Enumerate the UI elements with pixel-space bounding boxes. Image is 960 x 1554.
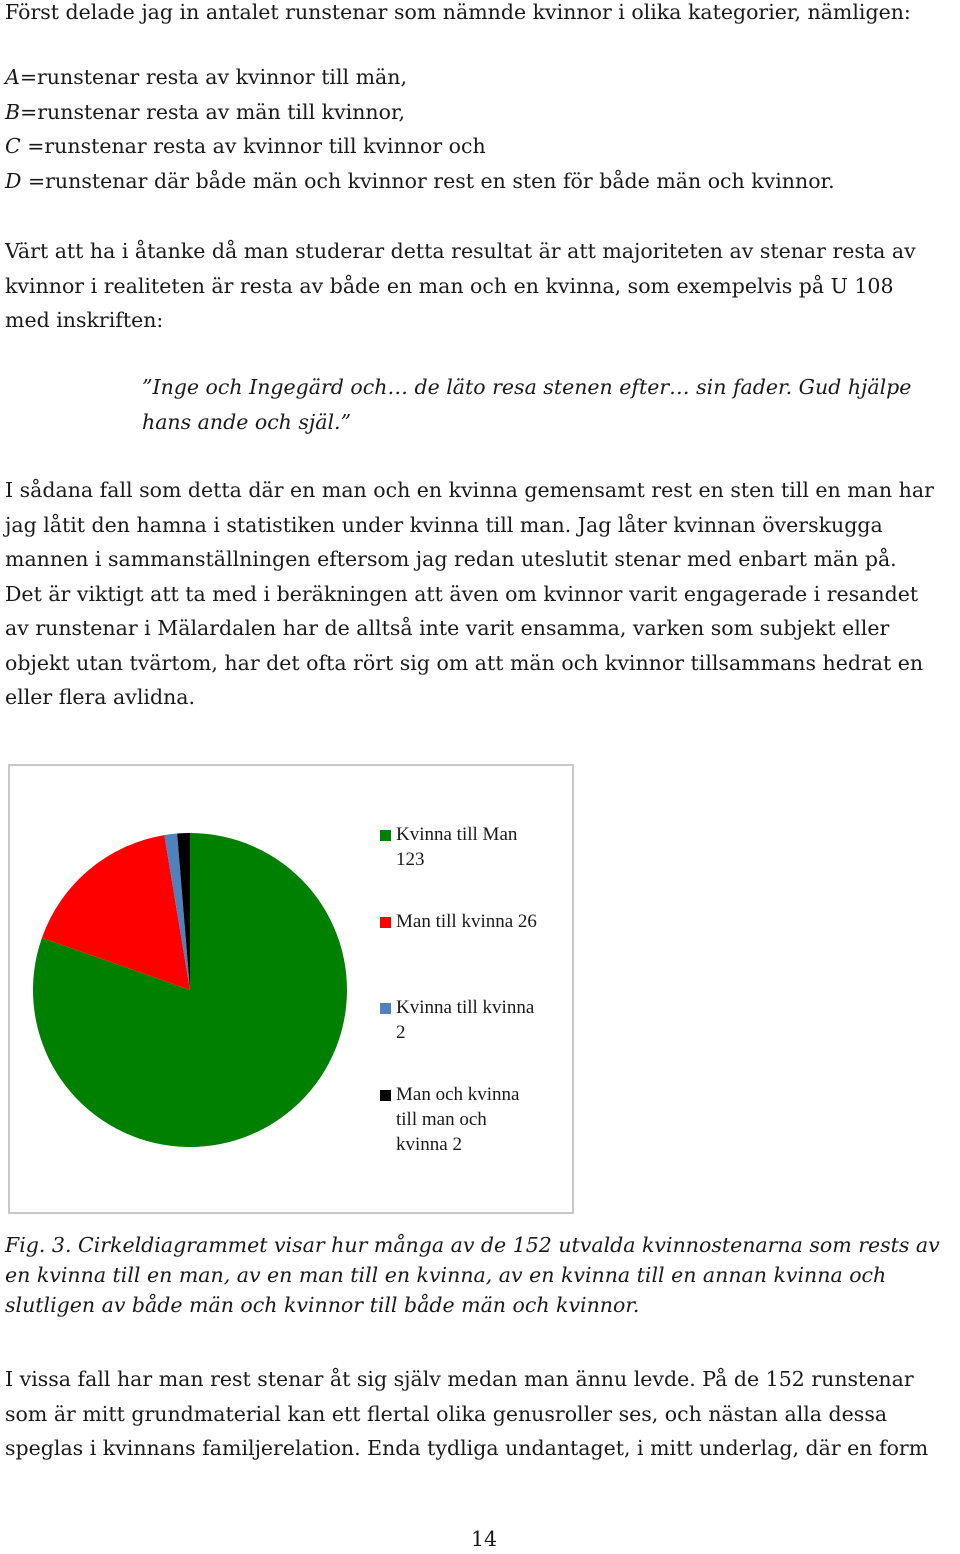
- legend-item: [380, 995, 570, 1045]
- category-letter: A: [5, 65, 20, 89]
- category-letter: D: [5, 168, 22, 193]
- figure-caption: [5, 1230, 960, 1320]
- legend-label: till man och: [396, 1109, 487, 1130]
- category-text: =runstenar resta av kvinnor till kvinnor och: [20, 134, 486, 158]
- paragraph-line: som är mitt grundmaterial kan ett flertal olika genusroller ses, och nästan alla dessa: [5, 1401, 888, 1426]
- paragraph-2: [5, 473, 960, 715]
- pie-chart-figure: [8, 764, 574, 1214]
- paragraph-line: av runstenar i Mälardalen har de alltså inte varit ensamma, varken som subjekt eller: [5, 616, 890, 640]
- category-text: =runstenar resta av kvinnor till män,: [19, 65, 408, 89]
- quote-line: hans ande och själ.”: [142, 409, 352, 434]
- paragraph-line: eller flera avlidna.: [5, 685, 196, 709]
- category-b: [5, 95, 960, 130]
- legend-label: 2: [396, 1022, 406, 1043]
- legend-swatch: [380, 917, 391, 928]
- caption-line: Fig. 3. Cirkeldiagrammet visar hur många av de 152 utvalda kvinnostenarna som rests av: [5, 1233, 940, 1257]
- category-d: [5, 164, 960, 199]
- paragraph-line: speglas i kvinnans familjerelation. Enda tydliga undantaget, i mitt underlag, där en form: [5, 1436, 929, 1460]
- caption-line: slutligen av både män och kvinnor till både män och kvinnor.: [5, 1293, 640, 1317]
- paragraph-line: mannen i sammanställningen eftersom jag redan uteslutit stenar med enbart män på.: [5, 547, 897, 571]
- legend-label: Man till kvinna 26: [396, 911, 537, 932]
- paragraph-line: objekt utan tvärtom, har det ofta rört sig om att män och kvinnor tillsammans hedrat en: [5, 650, 924, 675]
- legend-label: 123: [396, 849, 425, 870]
- inscription-quote: [142, 370, 942, 439]
- paragraph-3: [5, 1362, 960, 1466]
- legend-label: Kvinna till kvinna: [396, 997, 535, 1018]
- paragraph-line: med inskriften:: [5, 308, 164, 332]
- paragraph-line: kvinnor i realiteten är resta av både en man och en kvinna, som exempelvis på U 108: [5, 273, 894, 298]
- paragraph-line: I vissa fall har man rest stenar åt sig själv medan man ännu levde. På de 152 runstenar: [5, 1367, 914, 1391]
- intro-line: Först delade jag in antalet runstenar som nämnde kvinnor i olika kategorier, nämligen:: [5, 0, 911, 24]
- quote-line: ”Inge och Ingegärd och… de läto resa stenen efter… sin fader. Gud hjälpe: [142, 375, 912, 399]
- legend-swatch: [380, 1090, 391, 1101]
- page-number: 14: [470, 1527, 498, 1551]
- category-text: =runstenar där både män och kvinnor rest en sten för både män och kvinnor.: [21, 168, 835, 193]
- paragraph-line: I sådana fall som detta där en man och en kvinna gemensamt rest en sten till en man har: [5, 478, 934, 502]
- category-a: [5, 60, 960, 95]
- paragraph-line: jag låtit den hamna i statistiken under kvinna till man. Jag låter kvinnan överskugga: [5, 512, 883, 537]
- category-list: [5, 60, 960, 198]
- legend-label: kvinna 2: [396, 1134, 462, 1155]
- legend-item: [380, 822, 570, 872]
- paragraph-line: Det är viktigt att ta med i beräkningen att även om kvinnor varit engagerade i resandet: [5, 581, 919, 606]
- legend-swatch: [380, 1003, 391, 1014]
- legend-swatch: [380, 830, 391, 841]
- intro-paragraph: [5, 0, 960, 30]
- legend-item: [380, 1082, 570, 1157]
- category-letter: C: [5, 134, 21, 158]
- paragraph-1: [5, 234, 960, 338]
- category-text: =runstenar resta av män till kvinnor,: [20, 99, 406, 124]
- caption-line: en kvinna till en man, av en man till en kvinna, av en kvinna till en annan kvinna och: [5, 1263, 887, 1287]
- paragraph-line: Värt att ha i åtanke då man studerar detta resultat är att majoriteten av stenar resta av: [5, 239, 916, 263]
- legend-label: Man och kvinna: [396, 1084, 520, 1105]
- category-c: [5, 129, 960, 164]
- legend-item: [380, 909, 570, 934]
- legend-label: Kvinna till Man: [396, 824, 518, 845]
- category-letter: B: [5, 99, 21, 124]
